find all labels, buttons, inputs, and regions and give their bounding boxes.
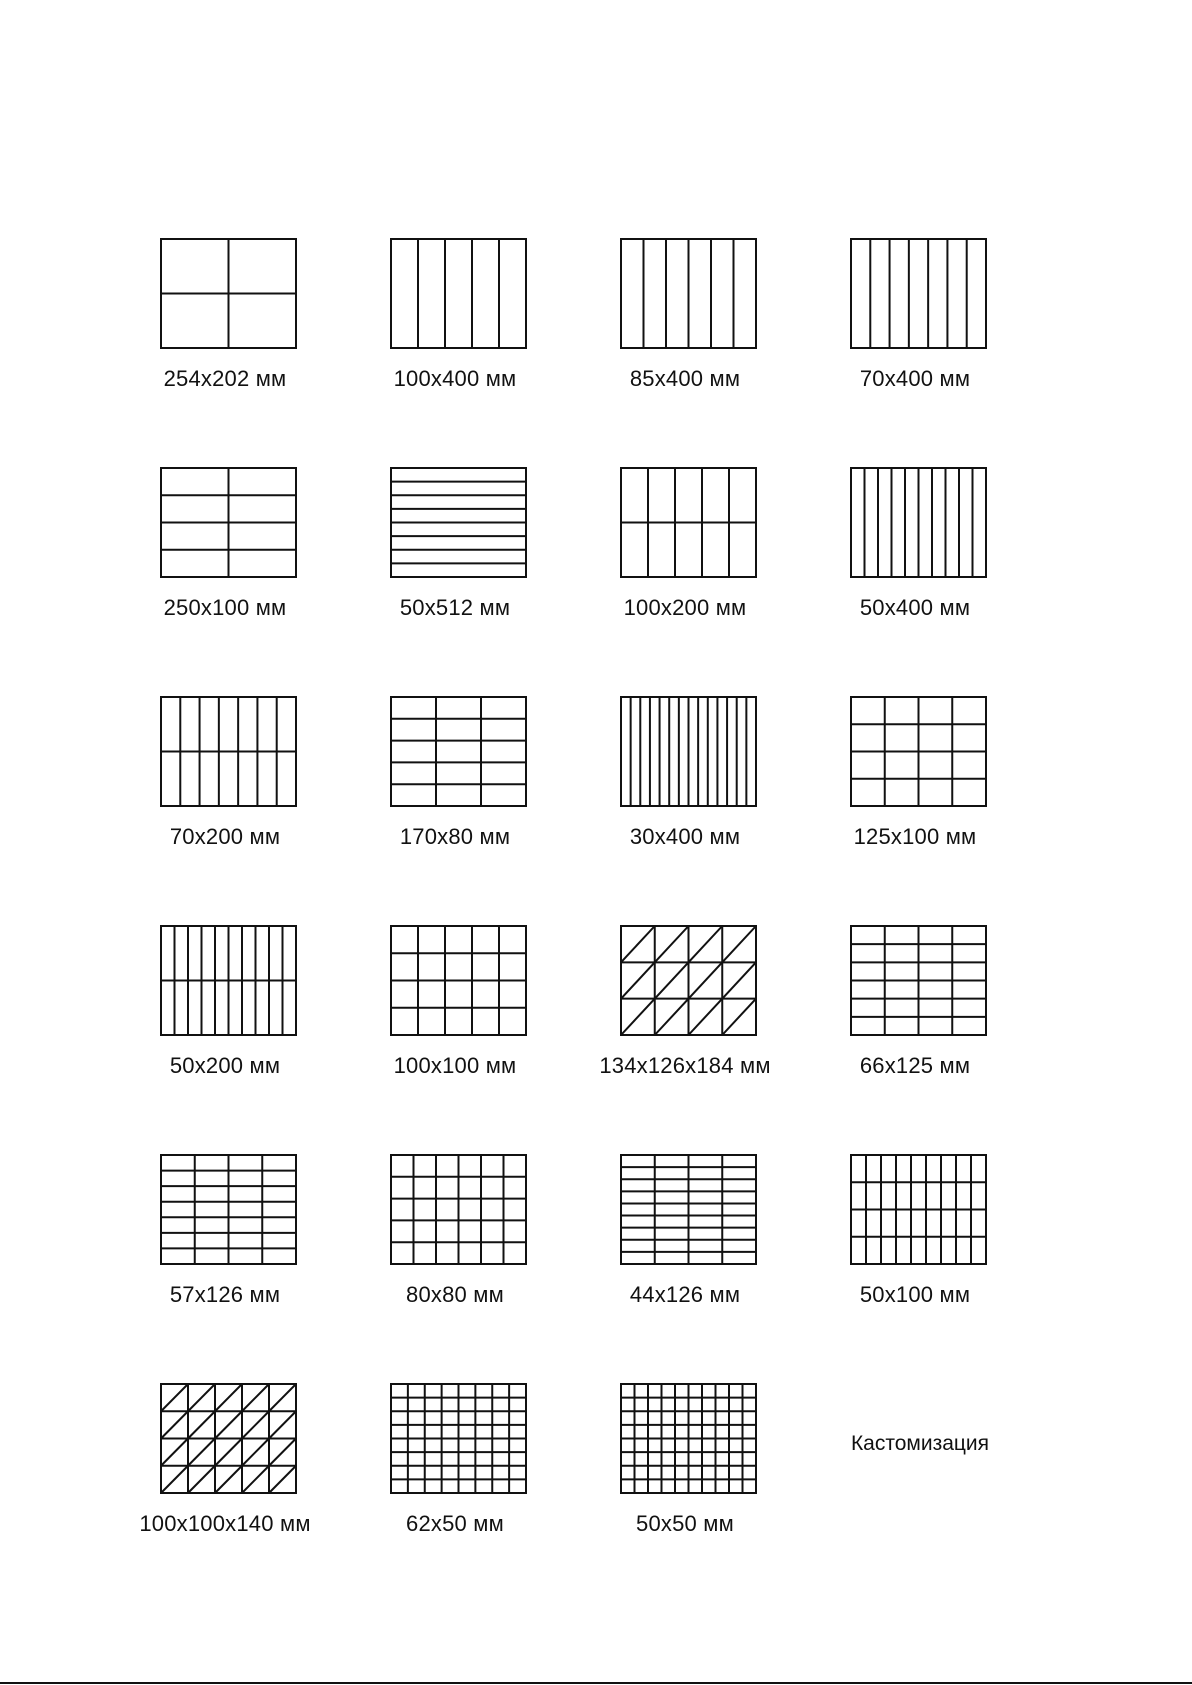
- pattern-diagonal: [188, 1411, 215, 1438]
- pattern-diagram: [620, 925, 757, 1036]
- pattern-card: [570, 1154, 800, 1374]
- pattern-size-label: 100x100 мм: [393, 1053, 517, 1078]
- footer-rule: [0, 1682, 1192, 1684]
- pattern-diagram: [160, 467, 297, 578]
- pattern-size-label: 254x202 мм: [163, 366, 287, 391]
- pattern-diagonal: [269, 1411, 296, 1438]
- pattern-diagram: [620, 1383, 757, 1494]
- pattern-size-label: 57x126 мм: [169, 1282, 281, 1307]
- pattern-diagonal: [655, 962, 689, 998]
- pattern-diagonal: [269, 1466, 296, 1493]
- pattern-diagram: [390, 238, 527, 349]
- pattern-diagram: [160, 1154, 297, 1265]
- pattern-size-label: 70x200 мм: [169, 824, 281, 849]
- pattern-diagonal: [188, 1439, 215, 1466]
- pattern-size-label: 134x126x184 мм: [599, 1053, 771, 1078]
- pattern-size-label: 100x100x140 мм: [139, 1511, 311, 1536]
- pattern-size-label: 250x100 мм: [163, 595, 287, 620]
- pattern-card: [800, 238, 1030, 458]
- pattern-border: [391, 697, 526, 806]
- pattern-card: [800, 925, 1030, 1145]
- pattern-diagonal: [722, 926, 756, 962]
- pattern-card: [110, 1154, 340, 1374]
- customization-label: Кастомизация: [850, 1432, 990, 1455]
- pattern-diagram: [160, 238, 297, 349]
- pattern-diagonal: [215, 1439, 242, 1466]
- pattern-diagonal: [655, 926, 689, 962]
- pattern-card: [110, 467, 340, 687]
- pattern-diagonal: [242, 1466, 269, 1493]
- pattern-diagonal: [161, 1411, 188, 1438]
- pattern-size-label: 50x512 мм: [399, 595, 511, 620]
- pattern-diagonal: [269, 1384, 296, 1411]
- pattern-diagram: [620, 696, 757, 807]
- pattern-card: [340, 925, 570, 1145]
- pattern-size-label: 80x80 мм: [406, 1282, 504, 1307]
- pattern-diagonal: [188, 1466, 215, 1493]
- pattern-diagram: [160, 925, 297, 1036]
- pattern-diagram: [160, 1383, 297, 1494]
- pattern-diagonal: [621, 999, 655, 1035]
- pattern-size-label: 170x80 мм: [399, 824, 511, 849]
- pattern-size-label: 100x400 мм: [393, 366, 517, 391]
- pattern-size-label: 70x400 мм: [859, 366, 971, 391]
- pattern-diagram: [620, 1154, 757, 1265]
- pattern-border: [391, 239, 526, 348]
- pattern-size-label: 50x50 мм: [636, 1511, 734, 1536]
- pattern-card: [110, 925, 340, 1145]
- pattern-diagonal: [215, 1466, 242, 1493]
- pattern-size-label: 50x100 мм: [859, 1282, 971, 1307]
- pattern-card: [110, 1383, 340, 1603]
- pattern-size-label: 30x400 мм: [629, 824, 741, 849]
- pattern-card: [570, 1383, 800, 1603]
- pattern-diagonal: [621, 962, 655, 998]
- pattern-card: [800, 1154, 1030, 1374]
- pattern-diagram: [850, 696, 987, 807]
- pattern-diagram: [160, 696, 297, 807]
- pattern-card: [340, 1383, 570, 1603]
- pattern-diagonal: [242, 1439, 269, 1466]
- pattern-diagonal: [215, 1384, 242, 1411]
- pattern-diagram: [620, 467, 757, 578]
- pattern-diagram: [850, 467, 987, 578]
- pattern-diagonal: [722, 962, 756, 998]
- pattern-diagram: [850, 1154, 987, 1265]
- pattern-size-label: 44x126 мм: [629, 1282, 741, 1307]
- pattern-card: [110, 696, 340, 916]
- pattern-card: [340, 696, 570, 916]
- pattern-diagonal: [689, 999, 723, 1035]
- pattern-card: [570, 925, 800, 1145]
- pattern-size-label: 50x200 мм: [169, 1053, 281, 1078]
- pattern-size-label: 50x400 мм: [859, 595, 971, 620]
- pattern-card: [570, 238, 800, 458]
- pattern-diagram: [390, 1154, 527, 1265]
- pattern-size-label: 66x125 мм: [859, 1053, 971, 1078]
- pattern-diagonal: [655, 999, 689, 1035]
- pattern-diagonal: [722, 999, 756, 1035]
- pattern-diagram: [850, 925, 987, 1036]
- pattern-diagram: [390, 696, 527, 807]
- pattern-diagonal: [269, 1439, 296, 1466]
- pattern-diagonal: [689, 926, 723, 962]
- pattern-diagram: [390, 467, 527, 578]
- pattern-card: [340, 238, 570, 458]
- pattern-size-label: 100x200 мм: [623, 595, 747, 620]
- pattern-diagonal: [242, 1411, 269, 1438]
- pattern-card: [340, 467, 570, 687]
- pattern-card: [340, 1154, 570, 1374]
- pattern-diagram: [620, 238, 757, 349]
- pattern-size-label: 125x100 мм: [853, 824, 977, 849]
- pattern-diagonal: [188, 1384, 215, 1411]
- pattern-diagonal: [161, 1439, 188, 1466]
- pattern-diagonal: [161, 1466, 188, 1493]
- pattern-diagonal: [161, 1384, 188, 1411]
- pattern-card: [110, 238, 340, 458]
- pattern-diagonal: [242, 1384, 269, 1411]
- pattern-diagram: [850, 238, 987, 349]
- pattern-diagram: [390, 1383, 527, 1494]
- pattern-size-label: 85x400 мм: [629, 366, 741, 391]
- pattern-diagram: [390, 925, 527, 1036]
- pattern-card: [570, 467, 800, 687]
- pattern-card: [800, 467, 1030, 687]
- pattern-card: [800, 696, 1030, 916]
- pattern-size-label: 62x50 мм: [406, 1511, 504, 1536]
- pattern-diagonal: [621, 926, 655, 962]
- pattern-diagonal: [215, 1411, 242, 1438]
- pattern-diagonal: [689, 962, 723, 998]
- pattern-card: [570, 696, 800, 916]
